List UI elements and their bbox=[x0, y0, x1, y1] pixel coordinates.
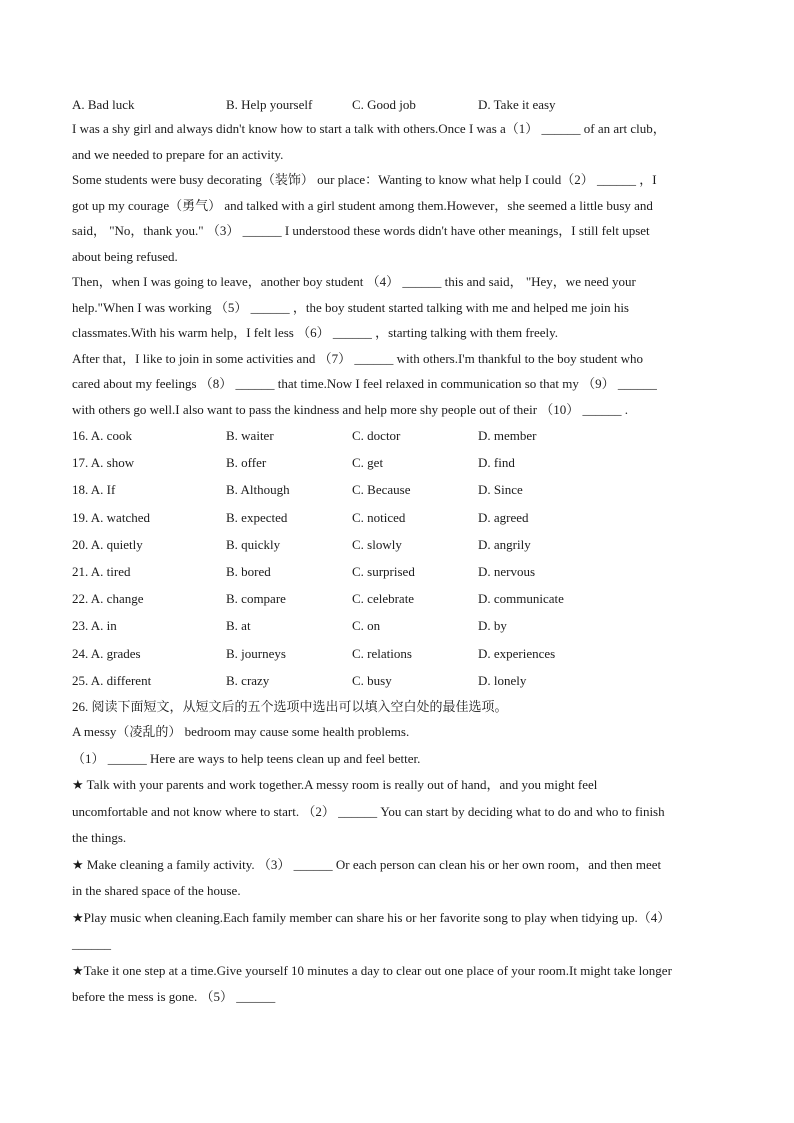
passage-line: After that，I like to join in some activities and （7） ______ with others.I'm thankful to the boy student who bbox=[72, 350, 644, 366]
choice-d: D. find bbox=[478, 455, 515, 471]
question-row bbox=[72, 667, 722, 694]
choice-d: D. communicate bbox=[478, 591, 564, 607]
choice-a: 23. A. in bbox=[72, 618, 117, 634]
choice-a: 18. A. If bbox=[72, 482, 116, 498]
choice-b: B. journeys bbox=[226, 645, 286, 661]
cloze-passage bbox=[72, 116, 722, 422]
choice-d: D. agreed bbox=[478, 509, 529, 525]
choice-d: D. nervous bbox=[478, 563, 536, 579]
choice-c: C. celebrate bbox=[352, 591, 415, 607]
question-list bbox=[72, 422, 722, 694]
choice-b: B. offer bbox=[226, 455, 267, 471]
question-row bbox=[72, 640, 722, 667]
choice-a: 21. A. tired bbox=[72, 563, 131, 579]
section-line: before the mess is gone. （5） ______ bbox=[72, 989, 276, 1005]
choice-b: B. compare bbox=[226, 591, 286, 607]
question-row bbox=[72, 504, 722, 531]
passage-line: about being refused. bbox=[72, 248, 178, 264]
choice-a: 20. A. quietly bbox=[72, 536, 143, 552]
section-line: the things. bbox=[72, 830, 127, 846]
passage-line: cared about my feelings （8） ______ that time.Now I feel relaxed in communication so that my （9） ______ bbox=[72, 376, 657, 391]
choice-c: C. busy bbox=[352, 672, 392, 688]
section-line: A messy（凌乱的） bedroom may cause some health problems. bbox=[72, 724, 410, 740]
section-line: ★ Make cleaning a family activity. （3） ______ Or each person can clean his or her own room，and then meet bbox=[72, 856, 662, 872]
choice-b: B. Although bbox=[226, 482, 290, 498]
option-b: B. Help yourself bbox=[226, 97, 313, 112]
choice-b: B. crazy bbox=[226, 672, 270, 688]
section-line: （1） ______ Here are ways to help teens clean up and feel better. bbox=[72, 750, 421, 766]
choice-d: D. by bbox=[478, 618, 507, 634]
option-c: C. Good job bbox=[352, 97, 416, 112]
section-line: ★Take it one step at a time.Give yourself 10 minutes a day to clear out one place of your room.It might take longer bbox=[72, 962, 672, 978]
choice-b: B. at bbox=[226, 618, 251, 634]
choice-c: C. Because bbox=[352, 482, 411, 498]
choice-a: 25. A. different bbox=[72, 672, 152, 688]
choice-c: C. on bbox=[352, 618, 381, 634]
passage-line: I was a shy girl and always didn't know how to start a talk with others.Once I was a（1） ______ of an art club， bbox=[72, 121, 666, 136]
section-heading: 26. 阅读下面短文，从短文后的五个选项中选出可以填入空白处的最佳选项。 bbox=[72, 698, 508, 714]
worksheet bbox=[72, 93, 722, 1011]
top-options-row bbox=[72, 93, 722, 116]
reading-section bbox=[72, 694, 722, 1011]
option-a: A. Bad luck bbox=[72, 97, 135, 112]
question-row bbox=[72, 585, 722, 612]
option-d: D. Take it easy bbox=[478, 97, 556, 112]
question-row bbox=[72, 422, 722, 449]
choice-a: 22. A. change bbox=[72, 591, 144, 607]
choice-b: B. waiter bbox=[226, 428, 274, 443]
passage-line: and we needed to prepare for an activity. bbox=[72, 146, 284, 162]
passage-line: help."When I was working （5） ______ ，the boy student started talking with me and helped me join his bbox=[72, 299, 629, 315]
choice-d: D. experiences bbox=[478, 645, 556, 661]
question-row bbox=[72, 449, 722, 476]
section-line: ★Play music when cleaning.Each family member can share his or her favorite song to play when tidying up.（4） bbox=[72, 909, 671, 925]
choice-c: C. slowly bbox=[352, 536, 402, 552]
choice-a: 17. A. show bbox=[72, 455, 135, 471]
choice-a: 24. A. grades bbox=[72, 645, 141, 661]
question-row bbox=[72, 558, 722, 585]
section-line: in the shared space of the house. bbox=[72, 883, 241, 899]
choice-d: D. angrily bbox=[478, 536, 531, 552]
choice-b: B. expected bbox=[226, 509, 288, 525]
passage-line: Some students were busy decorating（装饰） our place：Wanting to know what help I could（2） ______ ，I bbox=[72, 172, 657, 187]
choice-d: D. member bbox=[478, 428, 537, 443]
passage-line: classmates.With his warm help，I felt less （6） ______ ，starting talking with them freely. bbox=[72, 325, 559, 340]
passage-line: with others go well.I also want to pass the kindness and help more shy people out of their （10） ______ . bbox=[72, 401, 629, 417]
choice-a: 19. A. watched bbox=[72, 509, 150, 525]
choice-c: C. doctor bbox=[352, 428, 401, 443]
section-line: ______ bbox=[72, 936, 111, 952]
passage-line: Then，when I was going to leave，another boy student （4） ______ this and said， "Hey，we need your bbox=[72, 274, 636, 289]
choice-d: D. lonely bbox=[478, 672, 527, 688]
choice-c: C. noticed bbox=[352, 509, 406, 525]
choice-a: 16. A. cook bbox=[72, 428, 132, 443]
choice-c: C. surprised bbox=[352, 563, 415, 579]
question-row bbox=[72, 531, 722, 558]
passage-line: said， "No，thank you." （3） ______ I understood these words didn't have other meanings，I still felt upset bbox=[72, 223, 650, 238]
question-row bbox=[72, 476, 722, 503]
choice-c: C. relations bbox=[352, 645, 412, 661]
choice-c: C. get bbox=[352, 455, 384, 471]
choice-d: D. Since bbox=[478, 482, 523, 498]
section-line: ★ Talk with your parents and work together.A messy room is really out of hand，and you might feel bbox=[72, 777, 598, 793]
question-row bbox=[72, 612, 722, 639]
section-line: uncomfortable and not know where to start. （2） ______ You can start by deciding what to do and who to finish bbox=[72, 803, 665, 819]
choice-b: B. quickly bbox=[226, 536, 281, 552]
passage-line: got up my courage（勇气） and talked with a girl student among them.However，she seemed a little busy and bbox=[72, 197, 653, 213]
choice-b: B. bored bbox=[226, 563, 271, 579]
